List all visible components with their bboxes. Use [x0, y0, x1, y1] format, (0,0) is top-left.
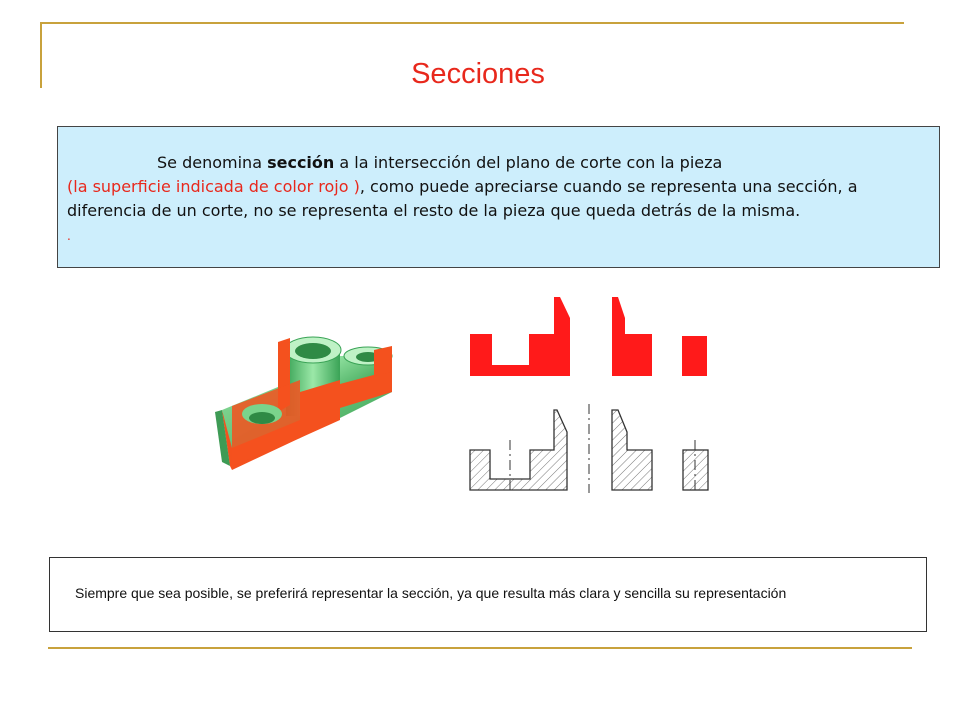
definition-red-text: (la superficie indicada de color rojo )	[67, 177, 360, 196]
section-red-view-1	[470, 297, 570, 376]
note-box	[49, 557, 927, 632]
section-views-red	[470, 297, 707, 376]
definition-term: sección	[267, 153, 335, 172]
slide-title: Secciones	[411, 58, 545, 90]
piece-cylinder-hole	[295, 343, 331, 359]
section-red-view-3	[682, 336, 707, 376]
note-text: Siempre que sea posible, se preferirá representar la sección, ya que resulta más clara y sencilla su representación	[75, 585, 787, 601]
section-hatched-view-1	[470, 410, 567, 490]
piece-right-step	[374, 346, 392, 376]
section-red-view-2	[612, 297, 652, 376]
section-views-hatched	[470, 404, 708, 493]
definition-trailing-dot: .	[67, 229, 71, 243]
definition-text-after: a la intersección del plano de corte con la pieza	[334, 153, 723, 172]
section-piece-3d	[215, 337, 392, 470]
definition-text-before: Se denomina	[157, 153, 268, 172]
definition-continuation: , como puede apreciarse cuando se representa una sección, a diferencia de un corte, no se representa el resto de la pieza que queda detrás de la misma.	[67, 177, 858, 220]
section-hatched-view-2	[612, 410, 652, 490]
piece-front-hole-inner	[249, 412, 275, 424]
